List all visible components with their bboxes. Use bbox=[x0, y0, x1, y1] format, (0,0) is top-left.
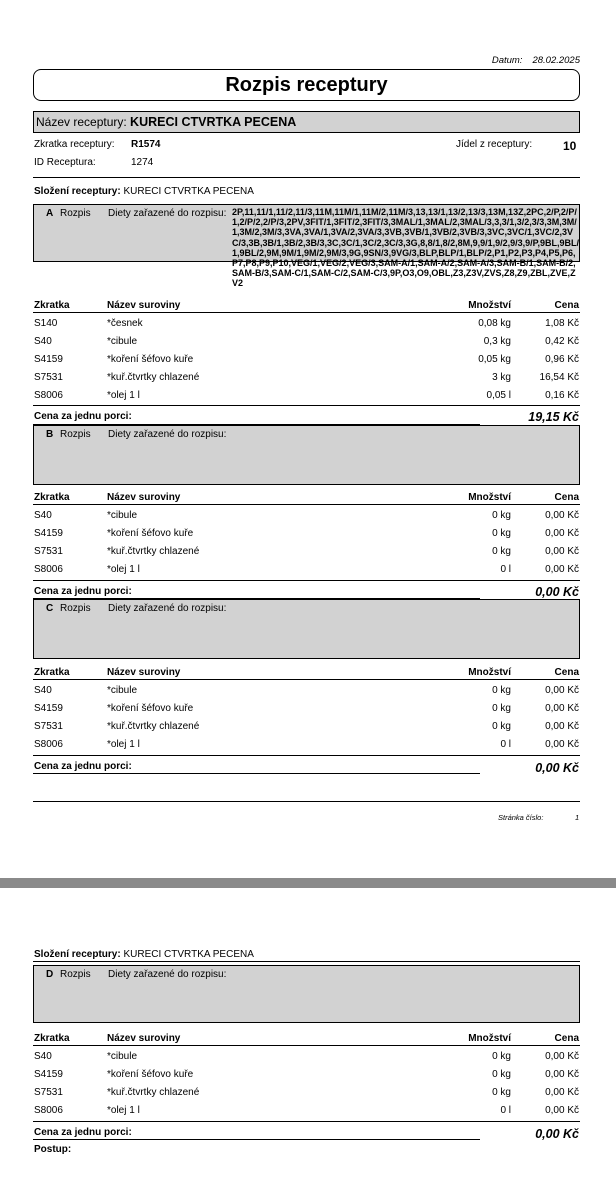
recipe-id-value: 1274 bbox=[131, 157, 154, 168]
page-number-label: Stránka číslo: bbox=[498, 813, 544, 822]
section-d-total: 0,00 Kč bbox=[535, 1127, 579, 1141]
row-price: 0,00 Kč bbox=[545, 564, 579, 575]
rows-end-rule bbox=[33, 405, 580, 406]
row-qty: 0 kg bbox=[492, 703, 511, 714]
section-a-diets-list: 2P,11,11/1,11/2,11/3,11M,11M/1,11M/2,11M/3,13,13/1,13/2,13/3,13M,13Z,2PC,2/P,2/P/1,2/P/2,2/P/3,2PV,3FIT/1,3FIT/2,3FIT/3,3MAL/1,3MAL/2,3MAL/3,3,3/1,3/2,3/3,3M,3M/1,3M/2,3M/3,3VA,3VA/1,3VA/2,3VA/3,3VB,3VB/1,3VB/2,3VB/3,3VC,3VC/1,3VC/2,3VC/3,3B,3B/1,3B/2,3B/3,3C,3C/1,3C/2,3C/3,3G,8,8/1,8/2,8M,9,9/1,9/2,9/3,9/P,9BL,9BL/1,9BL/2,9M,9M/1,9M/2,9M/3,9G,9SN/3,9VG/3,BLP,BLP/1,BLP/2,P1,P2,P3,P4,P5,P6,P7,P8,P9,P10,VEG/1,VEG/2,VEG/3,SAM-A/1,SAM-A/2,SAM-A/3,SAM-B/1,SAM-B/2,SAM-B/3,SAM-C/1,SAM-C/2,SAM-C/3,9P,O3,O9,OBL,Z3,Z3V,ZVS,Z8,Z9,ZBL,ZVE,ZV2 bbox=[232, 207, 580, 289]
rozpis-label: Rozpis bbox=[60, 429, 91, 440]
section-a-total: 19,15 Kč bbox=[528, 410, 579, 424]
column-header-qty: Množství bbox=[468, 300, 511, 311]
total-rule bbox=[33, 1139, 480, 1140]
row-name: *koření šéfovo kuře bbox=[107, 703, 194, 714]
column-header-code: Zkratka bbox=[34, 1033, 70, 1044]
row-name: *koření šéfovo kuře bbox=[107, 528, 194, 539]
diets-label: Diety zařazené do rozpisu: bbox=[108, 969, 227, 980]
recipe-code-label: Zkratka receptury: bbox=[34, 139, 115, 150]
recipe-name-box bbox=[33, 111, 580, 133]
page-number: 1 bbox=[575, 813, 580, 822]
row-qty: 0 kg bbox=[492, 721, 511, 732]
postup-label: Postup: bbox=[34, 1144, 72, 1155]
page-separator bbox=[0, 878, 616, 888]
header-rule bbox=[33, 504, 580, 505]
report-page-2 bbox=[0, 888, 616, 1191]
row-name: *olej 1 l bbox=[107, 390, 140, 401]
row-name: *cibule bbox=[107, 336, 138, 347]
row-name: *cibule bbox=[107, 685, 138, 696]
row-qty: 0 l bbox=[500, 739, 511, 750]
row-price: 0,42 Kč bbox=[545, 336, 579, 347]
row-qty: 0 l bbox=[500, 564, 511, 575]
row-code: S7531 bbox=[34, 721, 63, 732]
section-letter: A bbox=[46, 208, 54, 219]
row-code: S40 bbox=[34, 336, 52, 347]
diets-label: Diety zařazené do rozpisu: bbox=[108, 429, 227, 440]
column-header-name: Název suroviny bbox=[107, 492, 181, 503]
composition-value: KURECI CTVRTKA PECENA bbox=[123, 186, 254, 197]
row-price: 0,00 Kč bbox=[545, 721, 579, 732]
row-price: 0,00 Kč bbox=[545, 739, 579, 750]
row-price: 0,00 Kč bbox=[545, 703, 579, 714]
row-price: 0,96 Kč bbox=[545, 354, 579, 365]
row-code: S40 bbox=[34, 685, 52, 696]
header-rule bbox=[33, 312, 580, 313]
row-qty: 3 kg bbox=[492, 372, 511, 383]
row-code: S40 bbox=[34, 510, 52, 521]
rozpis-label: Rozpis bbox=[60, 969, 91, 980]
column-header-name: Název suroviny bbox=[107, 667, 181, 678]
rows-end-rule bbox=[33, 580, 580, 581]
section-letter: D bbox=[46, 969, 54, 980]
diets-label: Diety zařazené do rozpisu: bbox=[108, 208, 227, 219]
column-header-qty: Množství bbox=[468, 492, 511, 503]
per-portion-label: Cena za jednu porci: bbox=[34, 1127, 132, 1138]
row-price: 0,16 Kč bbox=[545, 390, 579, 401]
row-name: *kuř.čtvrtky chlazené bbox=[107, 721, 200, 732]
portions-label: Jídel z receptury: bbox=[456, 139, 533, 150]
column-header-name: Název suroviny bbox=[107, 300, 181, 311]
row-price: 0,00 Kč bbox=[545, 1069, 579, 1080]
section-letter: B bbox=[46, 429, 54, 440]
row-name: *olej 1 l bbox=[107, 739, 140, 750]
row-code: S4159 bbox=[34, 1069, 63, 1080]
per-portion-label: Cena za jednu porci: bbox=[34, 586, 132, 597]
composition-label: Složení receptury: bbox=[34, 186, 121, 197]
rows-end-rule bbox=[33, 755, 580, 756]
diets-label: Diety zařazené do rozpisu: bbox=[108, 603, 227, 614]
column-header-price: Cena bbox=[554, 300, 579, 311]
row-code: S4159 bbox=[34, 703, 63, 714]
recipe-name-label: Název receptury: bbox=[36, 115, 127, 129]
row-name: *koření šéfovo kuře bbox=[107, 354, 194, 365]
row-name: *cibule bbox=[107, 1051, 138, 1062]
row-name: *olej 1 l bbox=[107, 564, 140, 575]
row-code: S4159 bbox=[34, 528, 63, 539]
rozpis-label: Rozpis bbox=[60, 208, 91, 219]
column-header-price: Cena bbox=[554, 667, 579, 678]
date-line bbox=[492, 55, 580, 66]
column-header-name: Název suroviny bbox=[107, 1033, 181, 1044]
row-qty: 0 kg bbox=[492, 1051, 511, 1062]
row-code: S7531 bbox=[34, 1087, 63, 1098]
row-code: S40 bbox=[34, 1051, 52, 1062]
row-code: S140 bbox=[34, 318, 58, 329]
row-qty: 0,05 l bbox=[486, 390, 511, 401]
row-code: S8006 bbox=[34, 739, 63, 750]
row-price: 1,08 Kč bbox=[545, 318, 579, 329]
row-price: 0,00 Kč bbox=[545, 685, 579, 696]
recipe-id-label: ID Receptura: bbox=[34, 157, 96, 168]
column-header-price: Cena bbox=[554, 492, 579, 503]
row-price: 0,00 Kč bbox=[545, 510, 579, 521]
row-code: S4159 bbox=[34, 354, 63, 365]
row-qty: 0,08 kg bbox=[478, 318, 511, 329]
date-value: 28.02.2025 bbox=[532, 55, 580, 66]
row-name: *olej 1 l bbox=[107, 1105, 140, 1116]
per-portion-label: Cena za jednu porci: bbox=[34, 761, 132, 772]
row-price: 16,54 Kč bbox=[539, 372, 579, 383]
column-header-code: Zkratka bbox=[34, 667, 70, 678]
row-price: 0,00 Kč bbox=[545, 1105, 579, 1116]
date-label: Datum: bbox=[491, 55, 523, 66]
row-name: *česnek bbox=[107, 318, 143, 329]
footer-rule bbox=[33, 801, 580, 802]
row-qty: 0,05 kg bbox=[478, 354, 511, 365]
recipe-code-value: R1574 bbox=[131, 139, 161, 150]
report-title: Rozpis receptury bbox=[33, 69, 580, 101]
header-rule bbox=[33, 679, 580, 680]
total-rule bbox=[33, 773, 480, 774]
section-letter: C bbox=[46, 603, 54, 614]
row-qty: 0 kg bbox=[492, 1069, 511, 1080]
column-header-code: Zkratka bbox=[34, 300, 70, 311]
row-price: 0,00 Kč bbox=[545, 546, 579, 557]
row-price: 0,00 Kč bbox=[545, 528, 579, 539]
section-b-total: 0,00 Kč bbox=[535, 585, 579, 599]
row-code: S8006 bbox=[34, 564, 63, 575]
section-c-total: 0,00 Kč bbox=[535, 761, 579, 775]
row-price: 0,00 Kč bbox=[545, 1051, 579, 1062]
row-qty: 0 kg bbox=[492, 546, 511, 557]
row-price: 0,00 Kč bbox=[545, 1087, 579, 1098]
composition-label: Složení receptury: bbox=[34, 949, 121, 960]
row-qty: 0,3 kg bbox=[483, 336, 511, 347]
column-header-code: Zkratka bbox=[34, 492, 70, 503]
row-qty: 0 kg bbox=[492, 510, 511, 521]
portions-value: 10 bbox=[563, 139, 577, 153]
composition-line bbox=[34, 186, 254, 197]
column-header-price: Cena bbox=[554, 1033, 579, 1044]
section-c-diet-box bbox=[33, 599, 580, 659]
row-name: *koření šéfovo kuře bbox=[107, 1069, 194, 1080]
row-name: *kuř.čtvrtky chlazené bbox=[107, 1087, 200, 1098]
row-qty: 0 kg bbox=[492, 1087, 511, 1098]
row-name: *kuř.čtvrtky chlazené bbox=[107, 372, 200, 383]
row-qty: 0 kg bbox=[492, 528, 511, 539]
section-b-diet-box bbox=[33, 425, 580, 485]
divider bbox=[33, 961, 580, 962]
row-code: S8006 bbox=[34, 390, 63, 401]
divider bbox=[33, 177, 580, 178]
row-code: S8006 bbox=[34, 1105, 63, 1116]
row-qty: 0 l bbox=[500, 1105, 511, 1116]
row-code: S7531 bbox=[34, 372, 63, 383]
row-code: S7531 bbox=[34, 546, 63, 557]
recipe-name-value: KURECI CTVRTKA PECENA bbox=[130, 115, 297, 129]
rows-end-rule bbox=[33, 1121, 580, 1122]
column-header-qty: Množství bbox=[468, 1033, 511, 1044]
row-name: *cibule bbox=[107, 510, 138, 521]
row-name: *kuř.čtvrtky chlazené bbox=[107, 546, 200, 557]
per-portion-label: Cena za jednu porci: bbox=[34, 411, 132, 422]
composition-value: KURECI CTVRTKA PECENA bbox=[123, 949, 254, 960]
row-qty: 0 kg bbox=[492, 685, 511, 696]
composition-line bbox=[34, 949, 254, 960]
section-d-diet-box bbox=[33, 965, 580, 1023]
header-rule bbox=[33, 1045, 580, 1046]
column-header-qty: Množství bbox=[468, 667, 511, 678]
rozpis-label: Rozpis bbox=[60, 603, 91, 614]
